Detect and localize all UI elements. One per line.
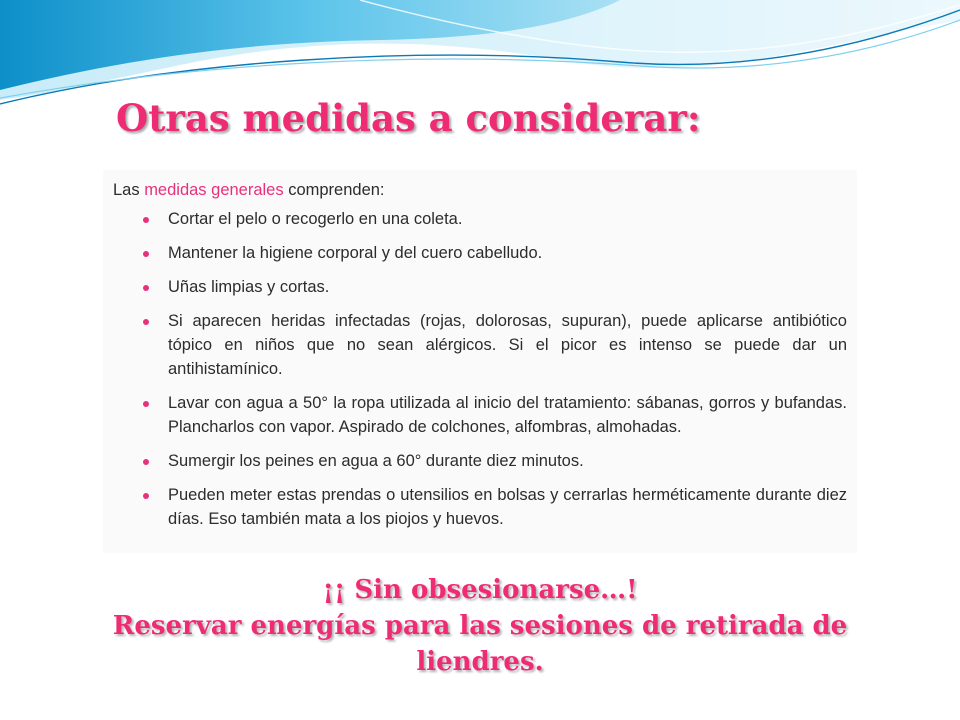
list-item-text: Pueden meter estas prendas o utensilios en bolsas y cerrarlas herméticamente durante diez días. Eso también mata a los piojos y huevos.	[168, 486, 847, 528]
list-item	[113, 309, 847, 381]
bullet-icon	[143, 319, 149, 325]
bullet-icon	[143, 251, 149, 257]
intro-text	[113, 178, 847, 202]
bullet-icon	[143, 401, 149, 407]
list-item-text: Uñas limpias y cortas.	[168, 278, 330, 296]
list-item-text: Sumergir los peines en agua a 60° durante diez minutos.	[168, 452, 584, 470]
list-item-text: Lavar con agua a 50° la ropa utilizada al inicio del tratamiento: sábanas, gorros y bufandas. Plancharlos con vapor. Aspirado de colchones, alfombras, almohadas.	[168, 394, 847, 436]
intro-prefix: Las	[113, 181, 145, 199]
list-item	[113, 483, 847, 531]
list-item	[113, 207, 847, 231]
list-item	[113, 449, 847, 473]
bullet-icon	[143, 459, 149, 465]
list-item-text: Mantener la higiene corporal y del cuero cabelludo.	[168, 244, 543, 262]
footer-message	[60, 572, 900, 680]
intro-highlight: medidas generales	[144, 181, 284, 199]
slide-title: Otras medidas a considerar:	[116, 96, 701, 140]
footer-line-2: Reservar energías para las sesiones de retirada de liendres.	[112, 611, 848, 677]
list-item	[113, 241, 847, 265]
bullet-icon	[143, 285, 149, 291]
list-item-text: Cortar el pelo o recogerlo en una coleta.	[168, 210, 463, 228]
list-item	[113, 391, 847, 439]
content-box	[103, 170, 857, 553]
list-item-text: Si aparecen heridas infectadas (rojas, dolorosas, supuran), puede aplicarse antibiótico tópico en niños que no sean alérgicos. Si el picor es intenso se puede dar un antihistamínico.	[168, 312, 847, 378]
bullet-icon	[143, 217, 149, 223]
intro-suffix: comprenden:	[283, 181, 385, 199]
footer-line-1: ¡¡ Sin obsesionarse…!	[322, 575, 638, 605]
list-item	[113, 275, 847, 299]
measures-list	[113, 207, 847, 531]
bullet-icon	[143, 493, 149, 499]
